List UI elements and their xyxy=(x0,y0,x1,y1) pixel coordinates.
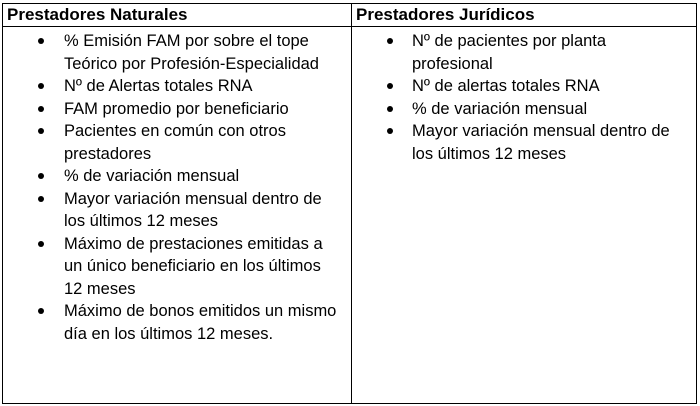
bullet-icon xyxy=(38,173,44,179)
list-item xyxy=(3,300,351,345)
naturales-cell xyxy=(3,27,352,404)
bullet-icon xyxy=(38,241,44,247)
list-item-text: % de variación mensual xyxy=(64,167,240,185)
list-item-text: % de variación mensual xyxy=(412,99,588,118)
list-item-text: Máximo de bonos emitidos un mismo día en los últimos 12 meses. xyxy=(64,302,337,343)
bullet-icon xyxy=(387,83,393,89)
list-item xyxy=(3,120,351,165)
bullet-icon xyxy=(38,83,44,89)
list-item-text: Nº de pacientes por planta profesional xyxy=(412,32,607,73)
juridicos-list xyxy=(352,27,696,165)
list-item-text: Mayor variación mensual dentro de los últimos 12 meses xyxy=(64,189,322,230)
header-juridicos: Prestadores Jurídicos xyxy=(352,4,697,27)
list-item-text: Mayor variación mensual dentro de los últimos 12 meses xyxy=(412,122,670,163)
header-naturales: Prestadores Naturales xyxy=(3,4,352,27)
table-header-row xyxy=(3,4,697,27)
list-item xyxy=(352,98,696,121)
list-item-text: FAM promedio por beneficiario xyxy=(64,99,289,118)
list-item xyxy=(3,165,351,188)
list-item-text: % Emisión FAM por sobre el tope Teórico por Profesión-Especialidad xyxy=(64,32,319,73)
list-item-text: Nº de alertas totales RNA xyxy=(412,77,600,95)
list-item xyxy=(3,233,351,301)
list-item xyxy=(352,120,696,165)
list-item xyxy=(3,30,351,75)
naturales-list xyxy=(3,27,351,345)
bullet-icon xyxy=(38,38,44,44)
list-item xyxy=(3,188,351,233)
list-item xyxy=(352,30,696,75)
bullet-icon xyxy=(387,128,393,134)
bullet-icon xyxy=(387,106,393,112)
table-body-row xyxy=(3,27,697,404)
juridicos-cell xyxy=(352,27,697,404)
bullet-icon xyxy=(387,38,393,44)
bullet-icon xyxy=(38,308,44,314)
indicators-table xyxy=(2,3,697,404)
list-item-text: Nº de Alertas totales RNA xyxy=(64,77,253,95)
bullet-icon xyxy=(38,128,44,134)
list-item-text: Pacientes en común con otros prestadores xyxy=(64,122,286,163)
list-item-text: Máximo de prestaciones emitidas a un único beneficiario en los últimos 12 meses xyxy=(64,234,323,298)
list-item xyxy=(352,75,696,98)
list-item xyxy=(3,75,351,98)
bullet-icon xyxy=(38,196,44,202)
bullet-icon xyxy=(38,106,44,112)
list-item xyxy=(3,98,351,121)
